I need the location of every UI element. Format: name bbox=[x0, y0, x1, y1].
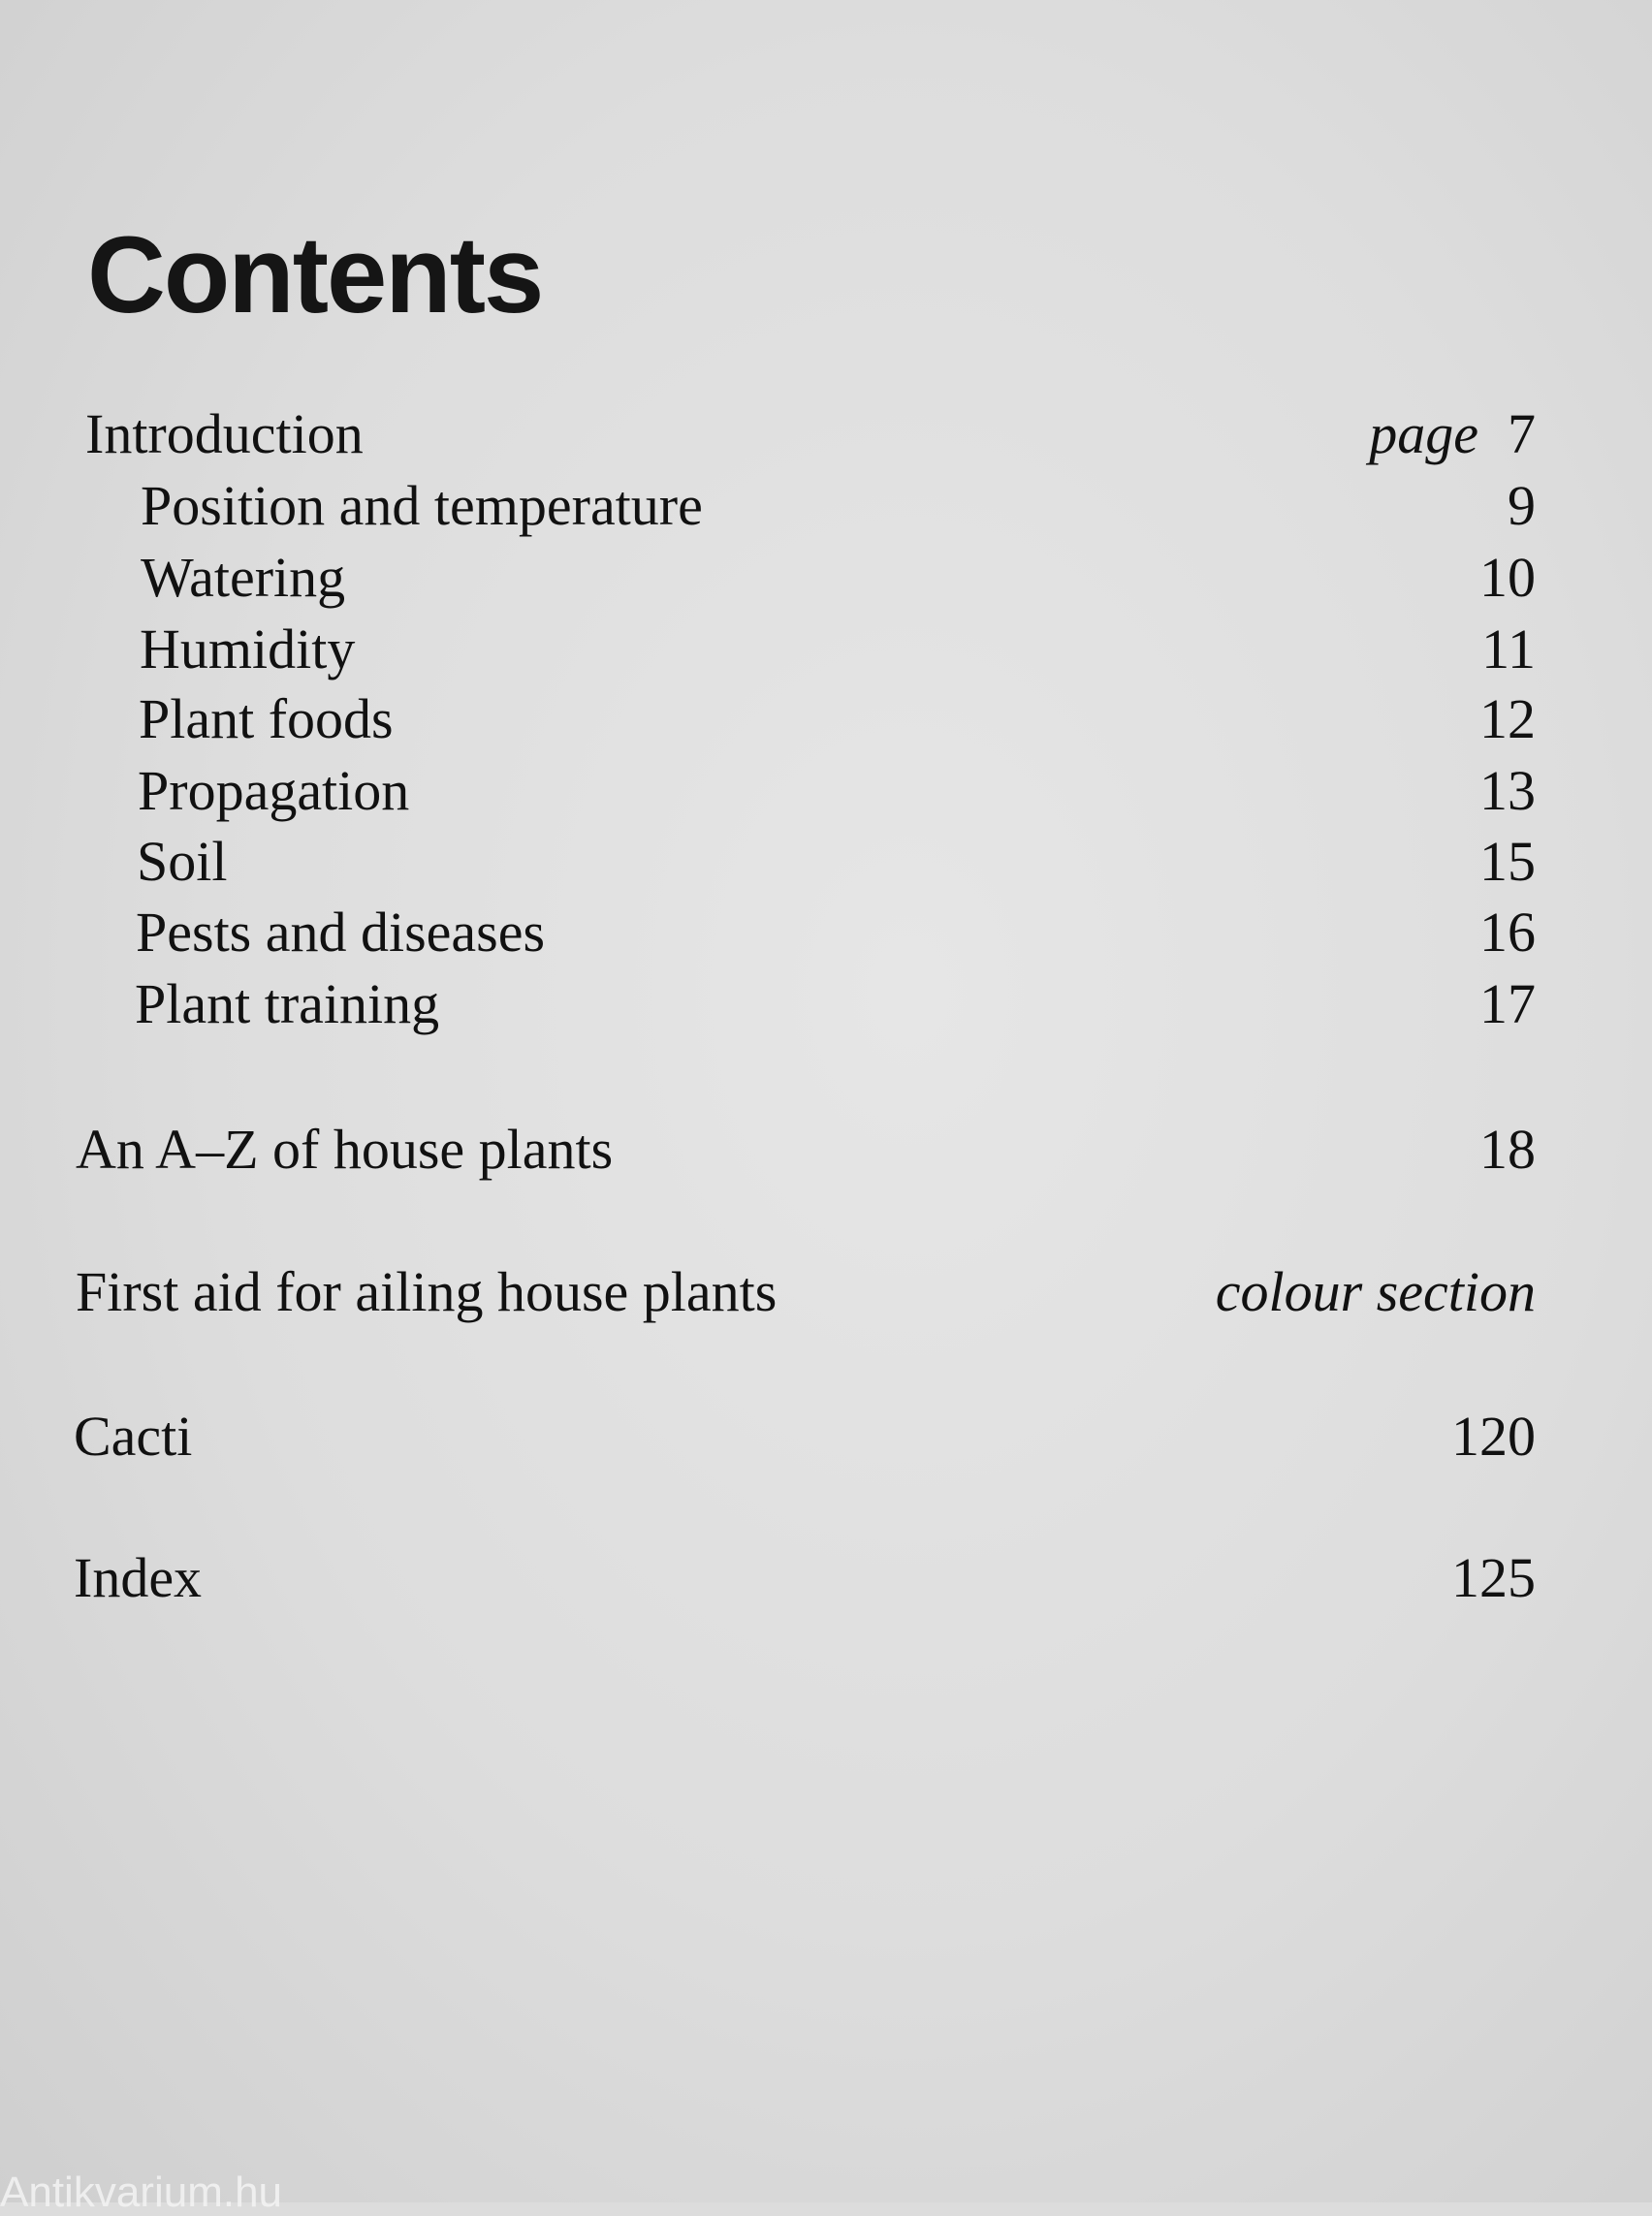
toc-entry-label: Position and temperature bbox=[141, 474, 703, 537]
page-number: 15 bbox=[1479, 830, 1536, 893]
page-number: 18 bbox=[1479, 1118, 1536, 1181]
toc-entry-label: Watering bbox=[141, 546, 346, 609]
page-number: 11 bbox=[1481, 617, 1536, 681]
toc-entry-page bbox=[1369, 399, 1536, 469]
toc-entry-label: Cacti bbox=[74, 1405, 193, 1468]
page-prefix: page bbox=[1369, 402, 1478, 465]
watermark: Antikvarium.hu bbox=[0, 2169, 283, 2216]
page-number: 7 bbox=[1508, 402, 1536, 465]
page-title: Contents bbox=[87, 214, 543, 335]
page-number: 120 bbox=[1451, 1405, 1536, 1468]
page-number: 17 bbox=[1479, 972, 1536, 1035]
page-number: 125 bbox=[1451, 1546, 1536, 1609]
toc-entry-label: First aid for ailing house plants bbox=[76, 1260, 778, 1323]
toc-entry-label: Propagation bbox=[138, 759, 410, 822]
toc-entry-humidity bbox=[140, 615, 1536, 684]
toc-entry-label: An A–Z of house plants bbox=[76, 1118, 614, 1181]
toc-entry-label: Plant training bbox=[135, 972, 440, 1035]
toc-entry-label: Plant foods bbox=[139, 687, 394, 750]
toc-entry-pests-and-diseases bbox=[136, 898, 1536, 967]
page-number: 9 bbox=[1508, 474, 1536, 537]
toc-entry-label: Index bbox=[74, 1546, 203, 1609]
toc-entry-label: Pests and diseases bbox=[136, 901, 546, 964]
toc-entry-soil bbox=[137, 827, 1536, 897]
toc-entry-label: Introduction bbox=[85, 402, 364, 465]
toc-entry-plant-foods bbox=[139, 684, 1536, 754]
toc-entry-watering bbox=[141, 543, 1536, 613]
page-reference-text: colour section bbox=[1215, 1260, 1536, 1323]
toc-entry-label: Humidity bbox=[140, 617, 356, 681]
page-number: 10 bbox=[1479, 546, 1536, 609]
toc-entry-first-aid bbox=[76, 1257, 1536, 1327]
toc-entry-label: Soil bbox=[137, 830, 228, 893]
page-number: 12 bbox=[1479, 687, 1536, 750]
toc-entry-a-z-of-house-plants bbox=[76, 1115, 1536, 1185]
toc-entry-cacti bbox=[74, 1402, 1536, 1472]
toc-entry-plant-training bbox=[135, 969, 1536, 1039]
toc-entry-position-and-temperature bbox=[141, 471, 1536, 541]
toc-entry-propagation bbox=[138, 756, 1536, 826]
page-number: 16 bbox=[1479, 901, 1536, 964]
toc-entry-introduction bbox=[85, 399, 1536, 469]
toc-entry-index bbox=[74, 1543, 1536, 1613]
page-number: 13 bbox=[1479, 759, 1536, 822]
